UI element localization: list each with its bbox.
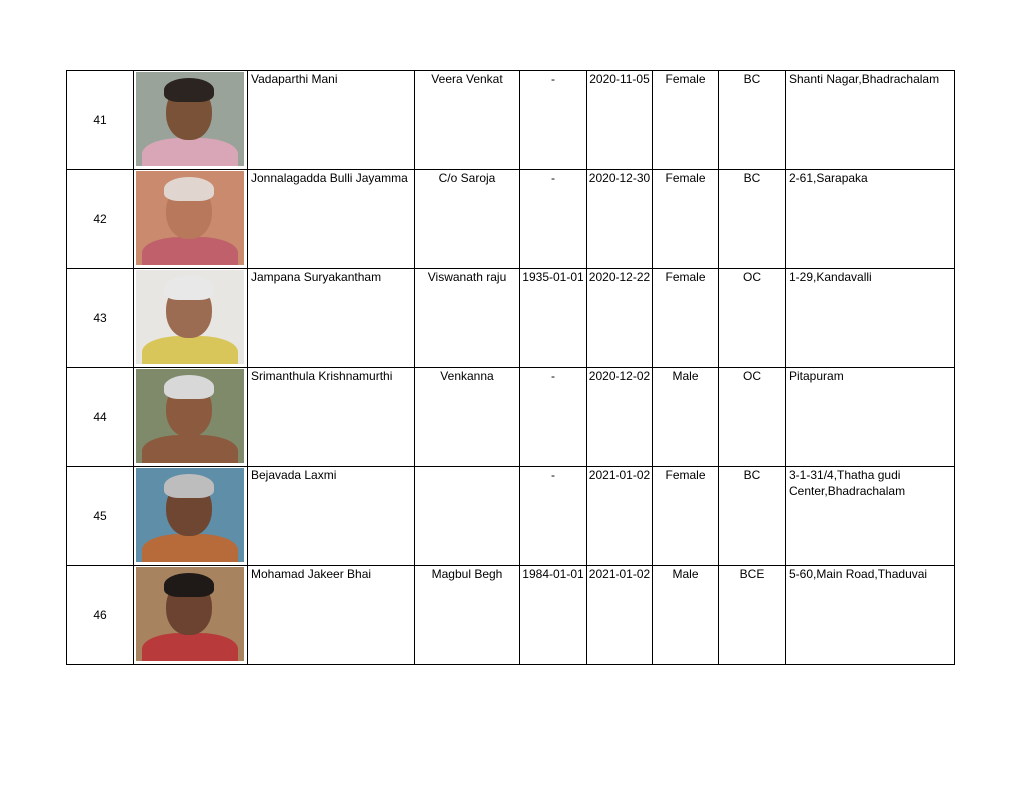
gender-cell: Female	[653, 170, 719, 269]
date-cell: 2020-12-02	[587, 368, 653, 467]
birth-date-cell: -	[520, 368, 587, 467]
address-cell: 1-29,Kandavalli	[786, 269, 955, 368]
name-cell: Jonnalagadda Bulli Jayamma	[248, 170, 415, 269]
date-cell: 2020-11-05	[587, 71, 653, 170]
date-cell: 2021-01-02	[587, 467, 653, 566]
person-photo	[136, 567, 244, 661]
table-row	[67, 368, 955, 467]
gender-cell: Male	[653, 368, 719, 467]
photo-cell	[134, 269, 248, 368]
name-cell: Vadaparthi Mani	[248, 71, 415, 170]
caste-cell: BC	[719, 467, 786, 566]
name-cell: Bejavada Laxmi	[248, 467, 415, 566]
photo-body-shape	[142, 435, 238, 463]
photo-body-shape	[142, 534, 238, 562]
table-row	[67, 71, 955, 170]
serial-number-cell: 42	[67, 170, 134, 269]
address-cell: 2-61,Sarapaka	[786, 170, 955, 269]
birth-date-cell: 1984-01-01	[520, 566, 587, 665]
photo-hair-shape	[164, 375, 214, 399]
relation-cell: Magbul Begh	[415, 566, 520, 665]
date-cell: 2021-01-02	[587, 566, 653, 665]
name-cell: Mohamad Jakeer Bhai	[248, 566, 415, 665]
photo-body-shape	[142, 336, 238, 364]
photo-cell	[134, 71, 248, 170]
photo-hair-shape	[164, 573, 214, 597]
records-table	[66, 70, 955, 665]
table-row	[67, 566, 955, 665]
caste-cell: BC	[719, 170, 786, 269]
serial-number-cell: 41	[67, 71, 134, 170]
caste-cell: OC	[719, 269, 786, 368]
date-cell: 2020-12-22	[587, 269, 653, 368]
relation-cell: C/o Saroja	[415, 170, 520, 269]
photo-cell	[134, 566, 248, 665]
photo-cell	[134, 170, 248, 269]
birth-date-cell: -	[520, 467, 587, 566]
gender-cell: Female	[653, 467, 719, 566]
table-row	[67, 170, 955, 269]
photo-hair-shape	[164, 276, 214, 300]
person-photo	[136, 171, 244, 265]
relation-cell: Venkanna	[415, 368, 520, 467]
gender-cell: Male	[653, 566, 719, 665]
photo-body-shape	[142, 237, 238, 265]
caste-cell: OC	[719, 368, 786, 467]
photo-body-shape	[142, 138, 238, 166]
address-cell: Pitapuram	[786, 368, 955, 467]
photo-cell	[134, 467, 248, 566]
address-cell: 5-60,Main Road,Thaduvai	[786, 566, 955, 665]
address-cell: Shanti Nagar,Bhadrachalam	[786, 71, 955, 170]
person-photo	[136, 270, 244, 364]
serial-number-cell: 46	[67, 566, 134, 665]
relation-cell: Veera Venkat	[415, 71, 520, 170]
person-photo	[136, 369, 244, 463]
photo-hair-shape	[164, 474, 214, 498]
caste-cell: BCE	[719, 566, 786, 665]
birth-date-cell: -	[520, 71, 587, 170]
address-cell: 3-1-31/4,Thatha gudi Center,Bhadrachalam	[786, 467, 955, 566]
serial-number-cell: 43	[67, 269, 134, 368]
photo-body-shape	[142, 633, 238, 661]
photo-cell	[134, 368, 248, 467]
caste-cell: BC	[719, 71, 786, 170]
name-cell: Srimanthula Krishnamurthi	[248, 368, 415, 467]
table-row	[67, 269, 955, 368]
date-cell: 2020-12-30	[587, 170, 653, 269]
gender-cell: Female	[653, 71, 719, 170]
table-row	[67, 467, 955, 566]
relation-cell: Viswanath raju	[415, 269, 520, 368]
person-photo	[136, 468, 244, 562]
birth-date-cell: 1935-01-01	[520, 269, 587, 368]
person-photo	[136, 72, 244, 166]
photo-hair-shape	[164, 78, 214, 102]
records-body	[67, 71, 955, 665]
serial-number-cell: 45	[67, 467, 134, 566]
gender-cell: Female	[653, 269, 719, 368]
serial-number-cell: 44	[67, 368, 134, 467]
name-cell: Jampana Suryakantham	[248, 269, 415, 368]
photo-hair-shape	[164, 177, 214, 201]
birth-date-cell: -	[520, 170, 587, 269]
relation-cell	[415, 467, 520, 566]
